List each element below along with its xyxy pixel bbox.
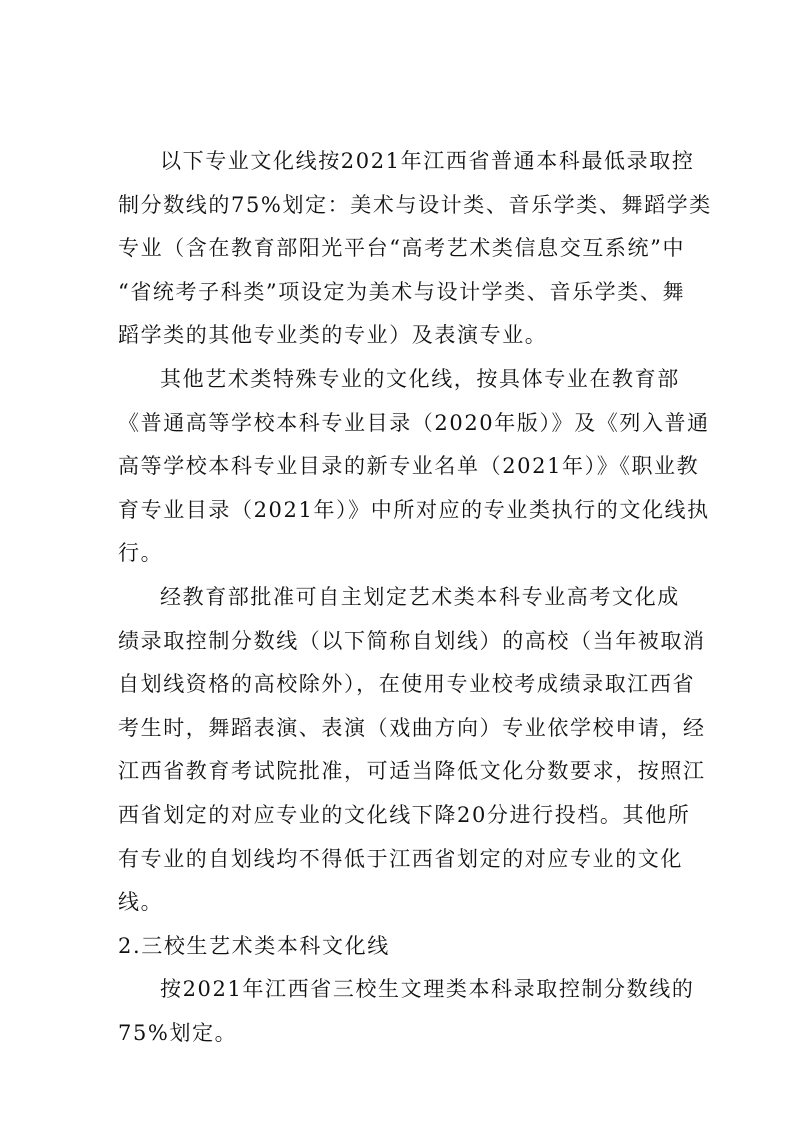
paragraph-line: 制分数线的75%划定：美术与设计类、音乐学类、舞蹈学类 [118, 192, 712, 217]
paragraph-line: 《普通高等学校本科专业目录（2020年版）》及《列入普通 [118, 410, 710, 435]
paragraph-line: 绩录取控制分数线（以下简称自划线）的高校（当年被取消 [118, 628, 706, 653]
paragraph-line: 西省划定的对应专业的文化线下降20分进行投档。其他所 [118, 802, 691, 827]
paragraph-line: 专业（含在教育部阳光平台“高考艺术类信息交互系统”中 [118, 236, 686, 261]
paragraph-line: 蹈学类的其他专业类的专业）及表演专业。 [118, 323, 548, 348]
paragraph-line: 自划线资格的高校除外），在使用专业校考成绩录取江西省 [118, 672, 696, 697]
paragraph-line: 按2021年江西省三校生文理类本科录取控制分数线的 [160, 977, 695, 1002]
document-body [118, 140, 712, 1055]
paragraph-line: 75%划定。 [118, 1020, 238, 1045]
paragraph-line: 育专业目录（2021年）》中所对应的专业类执行的文化线执 [118, 497, 710, 522]
paragraph-line: 以下专业文化线按2021年江西省普通本科最低录取控 [160, 149, 695, 173]
paragraph-line: 高等学校本科专业目录的新专业名单（2021年）》《职业教 [118, 454, 700, 479]
paragraph-line: 线。 [118, 890, 164, 915]
paragraph-line: 考生时，舞蹈表演、表演（戏曲方向）专业依学校申请，经 [118, 715, 706, 740]
paragraph-line: 行。 [118, 541, 164, 566]
section-heading: 2.三校生艺术类本科文化线 [118, 933, 390, 958]
paragraph-line: “省统考子科类”项设定为美术与设计学类、音乐学类、舞 [118, 279, 686, 304]
paragraph-line: 其他艺术类特殊专业的文化线，按具体专业在教育部 [160, 366, 680, 391]
paragraph-line: 江西省教育考试院批准，可适当降低文化分数要求，按照江 [118, 759, 706, 784]
paragraph-line: 有专业的自划线均不得低于江西省划定的对应专业的文化 [118, 846, 683, 871]
paragraph-line: 经教育部批准可自主划定艺术类本科专业高考文化成 [160, 584, 680, 609]
